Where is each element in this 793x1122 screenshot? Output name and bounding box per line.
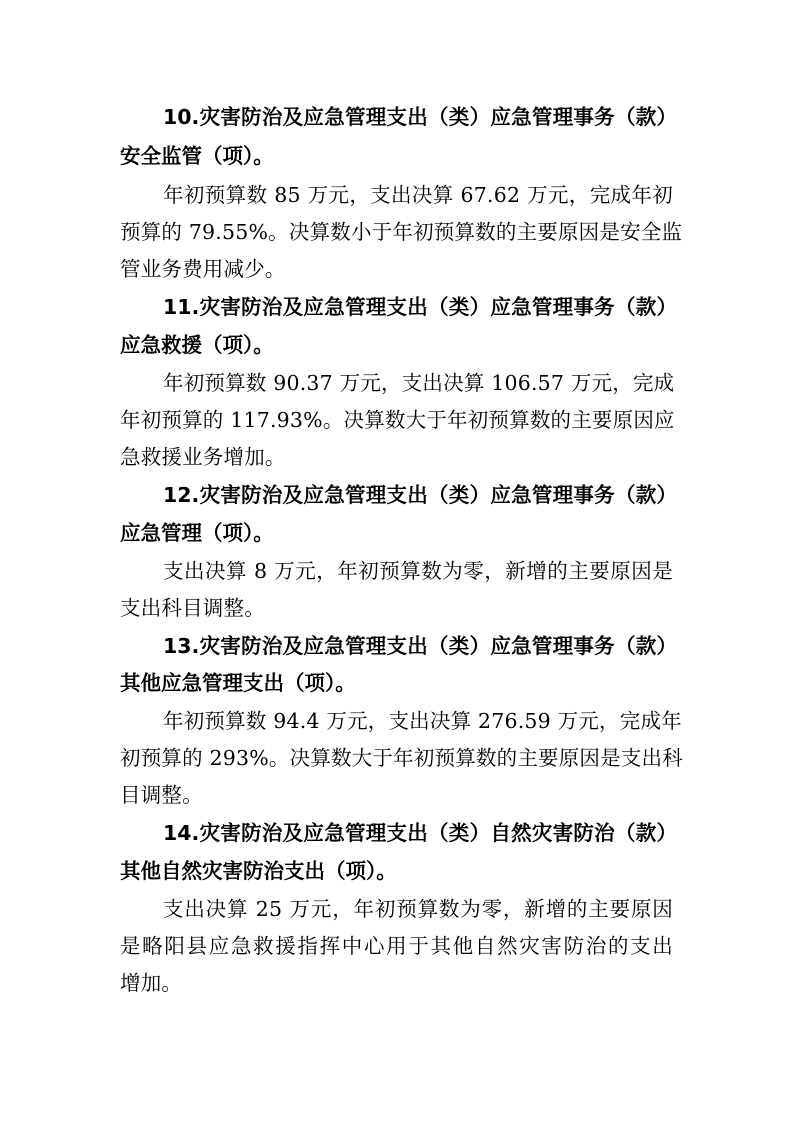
- paragraph-line: 支出决算 25 万元，年初预算数为零，新增的主要原因: [163, 897, 673, 921]
- section-heading-line-1: 11.灾害防治及应急管理支出（类）应急管理事务（款）: [163, 295, 677, 319]
- paragraph-line: 增加。: [120, 971, 183, 995]
- section-heading-line-2: 安全监管（项）。: [120, 144, 274, 168]
- section-heading-line-2: 应急管理（项）。: [120, 521, 274, 545]
- paragraph-line: 预算的 79.55%。决算数小于年初预算数的主要原因是安全监: [120, 220, 683, 244]
- paragraph-line: 是略阳县应急救援指挥中心用于其他自然灾害防治的支出: [120, 934, 673, 958]
- section-heading-line-1: 13.灾害防治及应急管理支出（类）应急管理事务（款）: [163, 634, 677, 658]
- section-heading-line-1: 14.灾害防治及应急管理支出（类）自然灾害防治（款）: [163, 821, 677, 845]
- paragraph-line: 支出科目调整。: [120, 596, 265, 620]
- paragraph-line: 急救援业务增加。: [120, 445, 286, 469]
- paragraph-line: 年初预算数 85 万元，支出决算 67.62 万元，完成年初: [163, 183, 673, 207]
- paragraph-line: 管业务费用减少。: [120, 257, 286, 281]
- paragraph-line: 支出决算 8 万元，年初预算数为零，新增的主要原因是: [163, 559, 673, 583]
- section-heading-line-2: 其他自然灾害防治支出（项）。: [120, 859, 397, 883]
- section-heading-line-1: 10.灾害防治及应急管理支出（类）应急管理事务（款）: [163, 105, 677, 129]
- paragraph-line: 年初预算数 94.4 万元，支出决算 276.59 万元，完成年: [163, 709, 682, 733]
- paragraph-line: 年初预算数 90.37 万元，支出决算 106.57 万元，完成: [163, 371, 675, 395]
- paragraph-line: 年初预算的 117.93%。决算数大于年初预算数的主要原因应: [120, 408, 675, 432]
- paragraph-line: 目调整。: [120, 783, 203, 807]
- section-heading-line-2: 应急救援（项）。: [120, 333, 274, 357]
- paragraph-line: 初预算的 293%。决算数大于年初预算数的主要原因是支出科: [120, 746, 683, 770]
- section-heading-line-2: 其他应急管理支出（项）。: [120, 671, 356, 695]
- section-heading-line-1: 12.灾害防治及应急管理支出（类）应急管理事务（款）: [163, 483, 677, 507]
